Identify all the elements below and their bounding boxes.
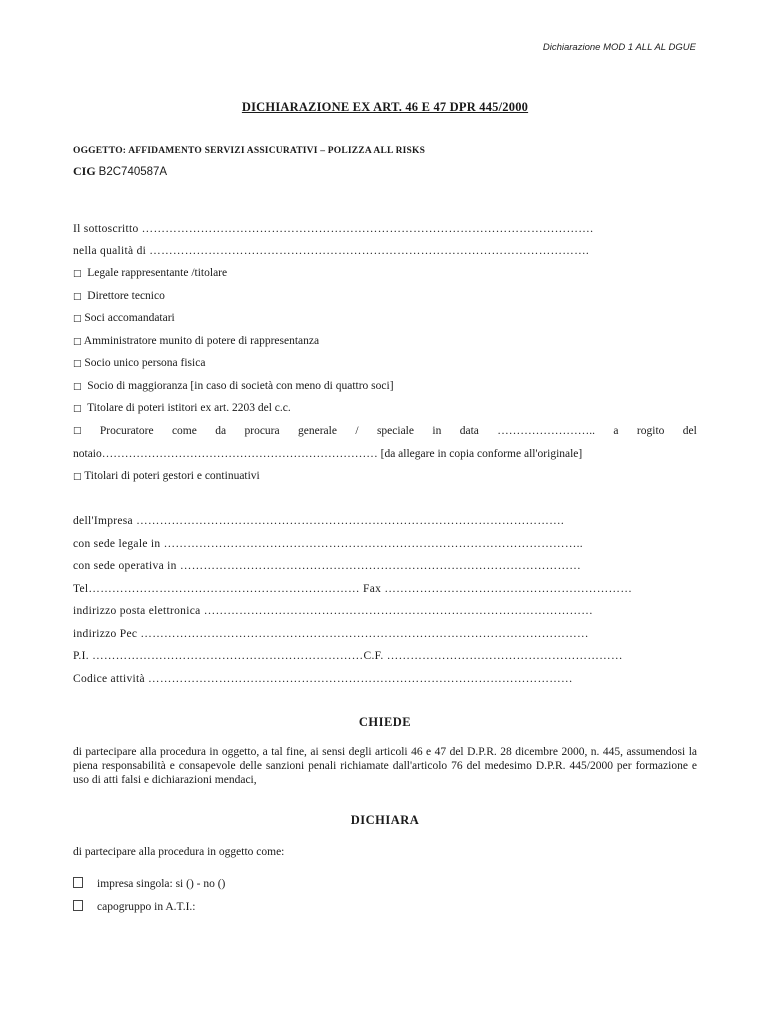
procuratore-word: del [682,425,697,437]
option-label: Amministratore munito di potere di rappresentanza [83,335,320,347]
option-label: Soci accomandatari [84,312,175,324]
pi-cf-field[interactable]: P.I. ……………………………………………………………C.F. …………………………………………………… [73,650,623,662]
option-titolari-gestori[interactable] [73,469,260,484]
checkbox-icon[interactable] [73,900,83,911]
procuratore-word: a [613,425,619,437]
dichiara-heading: DICHIARA [350,813,420,827]
checkbox-icon[interactable]: □ [73,426,82,436]
procuratore-word: Procuratore [99,425,154,437]
pec-field[interactable]: indirizzo Pec …………………………………………………………………………………………………… [73,628,589,640]
option-capogruppo[interactable] [73,900,195,914]
checkbox-icon[interactable]: □ [73,472,82,482]
posta-elettronica-field[interactable]: indirizzo posta elettronica ……………………………………………………………………………………… [73,605,594,617]
impresa-field[interactable]: dell'Impresa ………………………………………………………………………………………………. [73,515,565,527]
cig-line [73,164,167,179]
option-label: Titolari di poteri gestori e continuativi [84,470,260,482]
option-label: Socio unico persona fisica [84,357,206,369]
checkbox-icon[interactable]: □ [73,382,82,392]
sede-legale-field[interactable]: con sede legale in …………………………………………………………………………………………….. [73,538,583,550]
procuratore-word: generale [298,425,337,437]
tel-fax-field[interactable]: Tel…………………………………………………………… Fax ……………………………………………………… [73,583,633,595]
procuratore-date-field[interactable]: …………………….. [497,425,596,437]
procuratore-word: speciale [376,425,414,437]
checkbox-icon[interactable]: □ [73,292,82,302]
procuratore-word: procura [244,425,280,437]
cig-code: B2C740587A [98,166,168,178]
chiede-heading: CHIEDE [358,715,412,729]
oggetto-line: OGGETTO: AFFIDAMENTO SERVIZI ASSICURATIVI – POLIZZA ALL RISKS [73,146,426,156]
cig-label: CIG [73,164,96,178]
dichiara-intro: di partecipare alla procedura in oggetto come: [73,846,285,858]
option-socio-maggioranza[interactable] [73,379,394,394]
option-soci-accomandatari[interactable] [73,311,175,326]
checkbox-icon[interactable] [73,877,83,888]
chiede-paragraph: di partecipare alla procedura in oggetto, a tal fine, ai sensi degli articoli 46 e 47 del D.P.R. 28 dicembre 2000, n. 445, assumendosi la piena responsabilità e consapevole delle sanzioni penali richiamate dall'articolo 76 del medesimo D.P.R. 445/2000 per formazione e uso di atti falsi e dichiarazioni mendaci, [73,746,697,786]
sottoscritto-field[interactable]: Il sottoscritto ……………………………………………………………………………………………………. [73,223,594,235]
option-direttore[interactable] [73,289,165,304]
procuratore-word: da [215,425,227,437]
procuratore-word: rogito [636,425,665,437]
header-reference: Dichiarazione MOD 1 ALL AL DGUE [542,42,696,53]
codice-attivita-field[interactable]: Codice attività ……………………………………………………………………………………………… [73,673,573,685]
checkbox-icon[interactable]: □ [73,337,82,347]
checkbox-icon[interactable]: □ [73,269,82,279]
option-legale[interactable] [73,266,227,281]
procuratore-word: in [432,425,442,437]
sede-operativa-field[interactable]: con sede operativa in ………………………………………………………………………………………… [73,560,582,572]
document-title: DICHIARAZIONE EX ART. 46 E 47 DPR 445/2000 [241,100,529,114]
option-label: Direttore tecnico [87,290,165,302]
checkbox-icon[interactable]: □ [73,314,82,324]
procuratore-word: data [459,425,479,437]
option-amministratore[interactable] [73,334,319,349]
option-procuratore[interactable] [73,424,697,438]
option-label: impresa singola: si () - no () [97,878,226,890]
procuratore-word: come [171,425,197,437]
option-label: Legale rappresentante /titolare [87,267,228,279]
option-titolare-poteri[interactable] [73,401,291,416]
procuratore-word: / [355,425,359,437]
option-socio-unico[interactable] [73,356,205,371]
option-label: capogruppo in A.T.I.: [97,901,196,913]
option-label: Titolare di poteri istitori ex art. 2203 del c.c. [87,402,291,414]
option-impresa-singola[interactable] [73,877,225,891]
option-label: Socio di maggioranza [in caso di società con meno di quattro soci] [87,380,394,392]
notaio-field[interactable]: notaio……………………………………………………………… [da allegare in copia conforme all'originale] [73,448,583,460]
qualita-field[interactable]: nella qualità di …………………………………………………………………………………………………. [73,245,590,257]
checkbox-icon[interactable]: □ [73,359,82,369]
checkbox-icon[interactable]: □ [73,404,82,414]
